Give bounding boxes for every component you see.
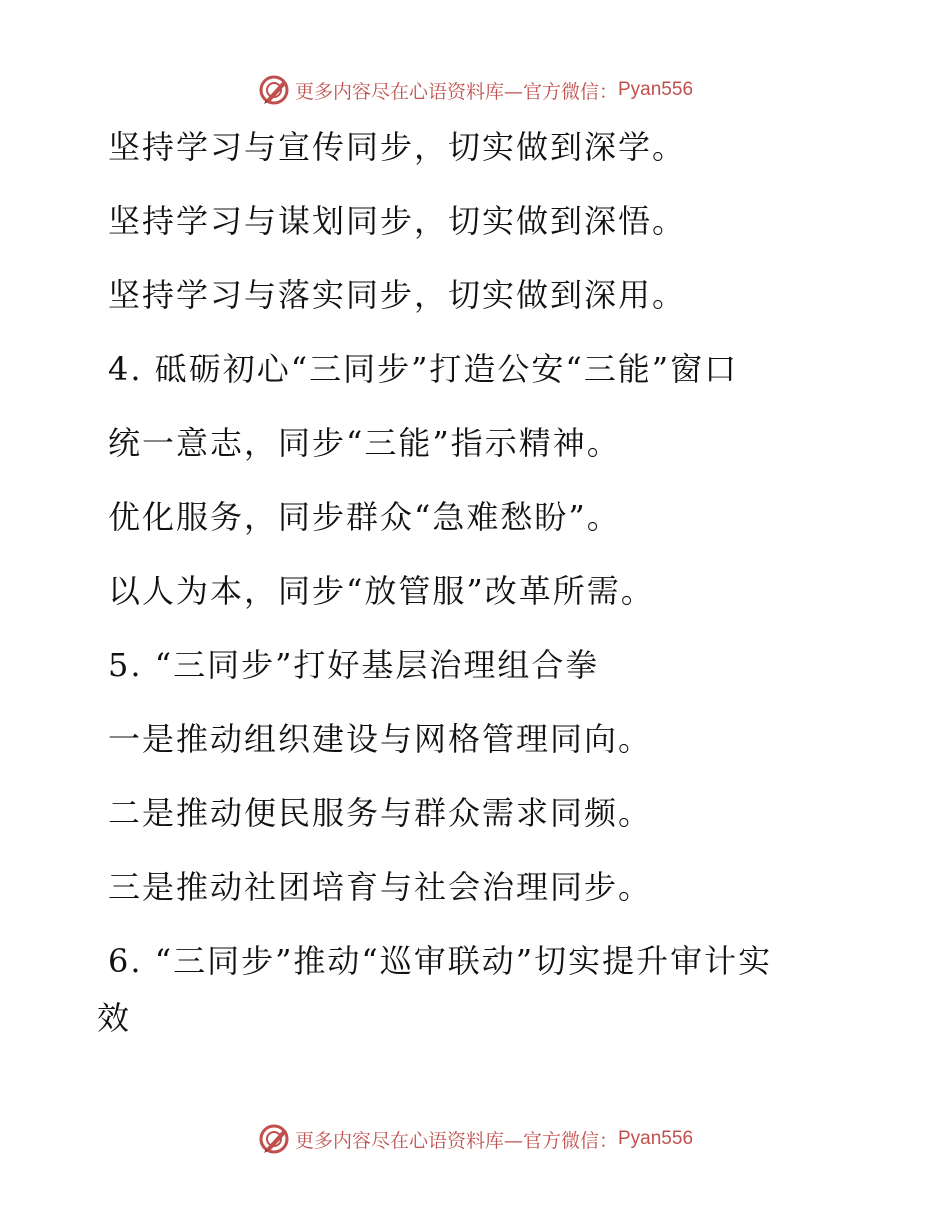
watermark-text: 更多内容尽在心语资料库—官方微信： bbox=[294, 80, 618, 103]
paragraph-line: 一是推动组织建设与网格管理同向。 bbox=[108, 720, 653, 758]
pen-logo-icon bbox=[257, 1122, 291, 1156]
paragraph-line: 优化服务，同步群众“急难愁盼”。 bbox=[108, 498, 621, 536]
paragraph-line: 坚持学习与宣传同步，切实做到深学。 bbox=[108, 128, 687, 166]
section-heading-continuation: 效 bbox=[97, 999, 132, 1037]
watermark-wechat-id: Pyan556 bbox=[618, 79, 694, 100]
section-heading: 4. 砥砺初心“三同步”打造公安“三能”窗口 bbox=[108, 350, 739, 388]
footer-watermark bbox=[0, 1121, 950, 1157]
section-heading: 6. “三同步”推动“巡审联动”切实提升审计实 bbox=[108, 942, 773, 980]
paragraph-line: 三是推动社团培育与社会治理同步。 bbox=[108, 868, 653, 906]
watermark-wechat-id: Pyan556 bbox=[618, 1128, 694, 1149]
paragraph-line: 坚持学习与谋划同步，切实做到深悟。 bbox=[108, 202, 687, 240]
watermark-text: 更多内容尽在心语资料库—官方微信： bbox=[294, 1129, 618, 1152]
paragraph-line: 坚持学习与落实同步，切实做到深用。 bbox=[108, 276, 687, 314]
paragraph-line: 二是推动便民服务与群众需求同频。 bbox=[108, 794, 653, 832]
paragraph-line: 统一意志，同步“三能”指示精神。 bbox=[108, 424, 621, 462]
section-heading: 5. “三同步”打好基层治理组合拳 bbox=[108, 646, 600, 684]
paragraph-line: 以人为本，同步“放管服”改革所需。 bbox=[108, 572, 655, 610]
